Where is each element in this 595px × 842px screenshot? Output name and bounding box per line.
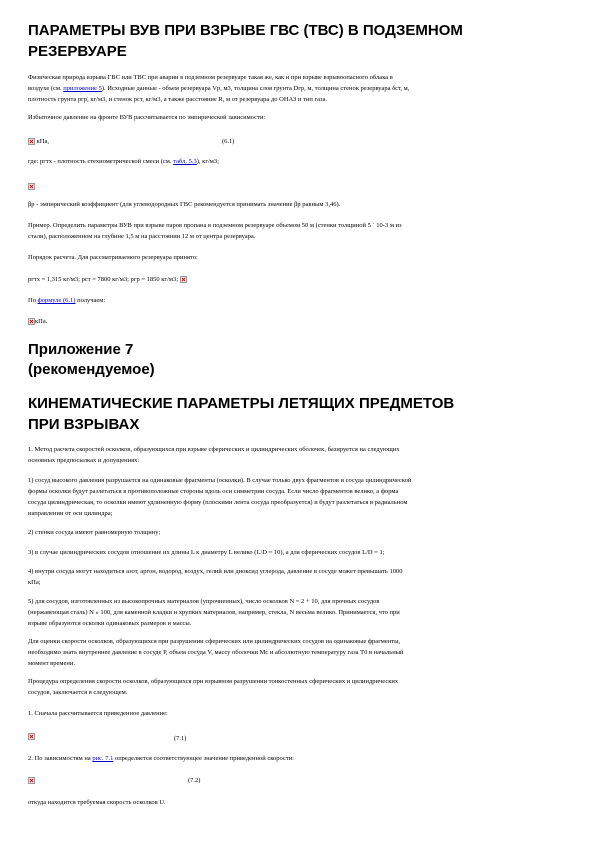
- paragraph-physical-nature: Физическая природа взрыва ГВС или ТВС при аварии в подземном резервуаре такая же, как и при взрыве взрывоопасного облака в воздухе (см. приложение 5). Исходные данные - объем резервуара Vр, м3, толщина слоя грунта Dгр, м, толщина стенок резервуара δст, м, плотность грунта ргр, кг/м3, и стенок рст, кг/м3, а также расстояние R, м от резервуара до ОНАЗ и тип газа.: [28, 74, 410, 103]
- item-1-fragments: 1) сосуд высокого давления разрушается на одинаковые фрагменты (осколки). В случае только двух фрагментов и сосуда цилиндрической формы осколки будут разлетаться в противоположные стороны вдоль оси симметрии сосуда. Если число фрагментов велико, а форма сосуда цилиндрическая, то осколки имеют удлиненную форму (плоскими лента сосуда преобразуется) и будут разлетаться в радиальном направлении от оси цилиндра;: [28, 477, 412, 517]
- paragraph-densities: ргтх = 1,315 кг/м3; рст = 7800 кг/м3; ргр = 1850 кг/м3;: [28, 274, 187, 285]
- broken-image-icon: [28, 183, 35, 190]
- equation-result: кПа.: [28, 316, 47, 327]
- paragraph-required-velocity: откуда находится требуемая скорость осколков U.: [28, 799, 166, 806]
- equation-number: (7.2): [188, 777, 201, 784]
- section-1-method: 1. Метод расчета скоростей осколков, образующихся при взрыве сферических и цилиндрических оболочек, базируется на следующих основных предпосылках и допущениях:: [28, 446, 400, 464]
- equation-6-1: кПа, (6.1): [28, 136, 568, 147]
- link-appendix-5[interactable]: приложение 5: [63, 85, 102, 92]
- equation-7-1: [28, 731, 568, 742]
- item-5-materials: 5) для сосудов, изготовленных из высокопрочных материалов (упрочненных), число осколков N = 2 + 10, для прочных сосудов (нержавеющая сталь) N » 100, для каменной кладки и хрупких материалов, например, стекла, N весьма велико. Принимается, что при взрыве образуются осколки одинаковых размеров и массы.: [28, 598, 400, 627]
- link-figure-7-1[interactable]: рис. 7.1: [92, 755, 114, 762]
- equation-number: (7.1): [174, 735, 187, 742]
- item-4-gases: 4) внутри сосуда могут находиться азот, аргон, водород, воздух, гелий или диоксид углерода, давление в сосуде может превышать 1000 кПа;: [28, 568, 403, 586]
- item-3-length-diameter: 3) в случае цилиндрических сосудов отношение их длины L к диаметру L велико (L/D = 10), а для сферических сосудов L/D = 1;: [28, 549, 385, 556]
- equation-number: (6.1): [222, 138, 235, 145]
- paragraph-calculation-order: Порядок расчета. Для рассматриваемого резервуара принято:: [28, 254, 198, 261]
- broken-image-icon: [28, 138, 35, 145]
- broken-image-icon: [28, 318, 35, 325]
- step-1-reduced-pressure: 1. Сначала рассчитывается приведенное давление:: [28, 710, 168, 717]
- paragraph-by-formula: По формуле (6.1) получаем:: [28, 297, 106, 304]
- heading-appendix-7: Приложение 7 (рекомендуемое): [28, 341, 155, 378]
- heading-vuv-underground: ПАРАМЕТРЫ ВУВ ПРИ ВЗРЫВЕ ГВС (ТВС) В ПОДЗЕМНОМ РЕЗЕРВУАРЕ: [28, 22, 463, 60]
- broken-image-icon: [180, 276, 187, 283]
- equation-7-2: [28, 775, 568, 786]
- link-formula-6-1[interactable]: формуле (6.1): [37, 297, 76, 304]
- item-2-wall-thickness: 2) стенки сосуда имеют равномерную толщину;: [28, 529, 161, 536]
- broken-image: [28, 177, 35, 195]
- link-table-5-3[interactable]: табл. 5.3: [173, 158, 197, 165]
- broken-image-icon: [28, 733, 35, 740]
- paragraph-beta-coefficient: βр - эмпирический коэффициент (для углеводородных ГВС рекомендуется принимать значение βр равным 3,46).: [28, 201, 341, 208]
- broken-image-icon: [28, 777, 35, 784]
- heading-kinematic-parameters: КИНЕМАТИЧЕСКИЕ ПАРАМЕТРЫ ЛЕТЯЩИХ ПРЕДМЕТОВ ПРИ ВЗРЫВАХ: [28, 395, 455, 433]
- step-2-reduced-velocity: 2. По зависимостям на рис. 7.1 определяется соответствующее значение приведенной скорости:: [28, 755, 294, 762]
- paragraph-where-density: где: ргтх - плотность стехиометрической смеси (см. табл. 5.3), кг/м3;: [28, 158, 219, 165]
- paragraph-example: Пример. Определить параметры ВУВ при взрыве паров пропана в подземном резервуаре объемом 50 м (стенки толщиной 5 ˙ 10-3 м из стали), расположенном на глубине 1,5 м на расстоянии 12 м от центра резервуара.: [28, 222, 402, 240]
- paragraph-overpressure: Избыточное давление на фронте ВУВ рассчитывается по эмпирической зависимости:: [28, 114, 266, 121]
- paragraph-velocity-estimate: Для оценки скорости осколков, образующихся при разрушении сферических или цилиндрических сосудов на одинаковые фрагменты, необходимо знать внутреннее давление в сосуде P, объем сосуда V, массу оболочки Mc и абсолютную температуру газа T0 в начальный момент времени.: [28, 638, 404, 667]
- paragraph-procedure: Процедура определения скорости осколков, образующихся при взрывном разрушении тонкостенных сферических и цилиндрических сосудов, заключается в следующем.: [28, 678, 399, 696]
